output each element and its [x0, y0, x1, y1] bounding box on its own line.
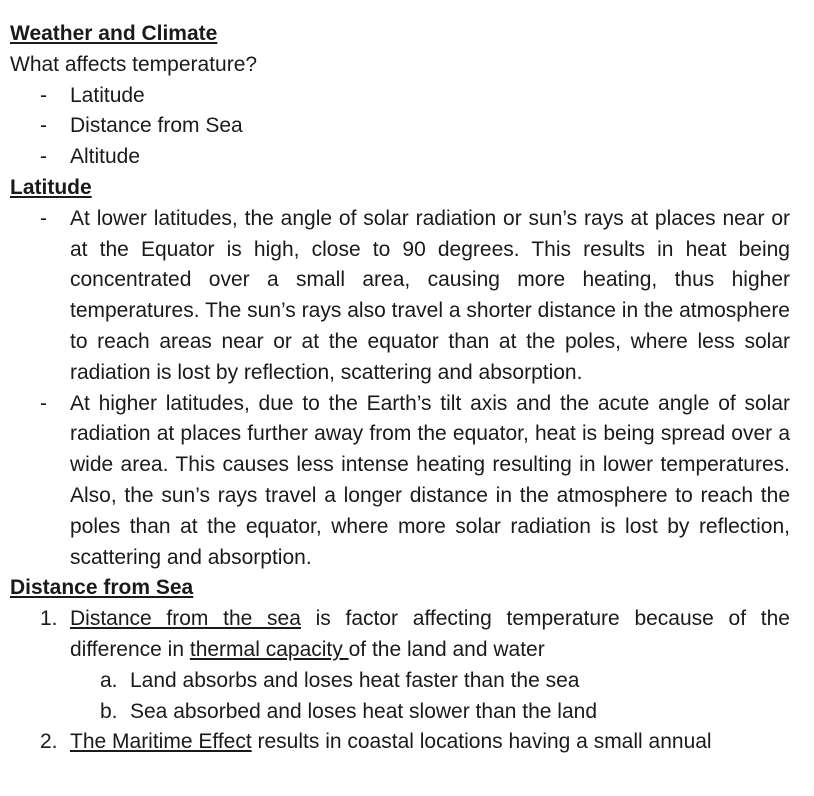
factor-latitude: Latitude [70, 83, 145, 107]
latitude-list [10, 204, 790, 574]
list-item [10, 111, 790, 142]
list-item [10, 604, 790, 666]
point1-end-text: of the land and water [348, 637, 545, 661]
dash-bullet: - [40, 206, 47, 230]
dash-bullet: - [40, 83, 47, 107]
number-marker: 1. [40, 607, 58, 631]
subpoint-land: Land absorbs and loses heat faster than the sea [130, 668, 580, 692]
number-marker: 2. [40, 730, 58, 754]
dash-bullet: - [40, 391, 47, 415]
letter-marker: b. [100, 699, 118, 723]
factors-list [10, 81, 790, 173]
subpoint-sea: Sea absorbed and loses heat slower than the land [130, 699, 597, 723]
latitude-point-higher: At higher latitudes, due to the Earth’s tilt axis and the acute angle of solar radiation at places further away from the equator, heat is being spread over a wide area. This causes less intense heating resulting in lower temperatures. Also, the sun’s rays travel a longer distance in the atmosphere to reach the poles than at the equator, where more solar radiation is lost by reflection, scattering and absorption. [70, 391, 790, 569]
list-item [10, 389, 790, 574]
distance-from-sea-list [10, 604, 790, 758]
list-item [10, 142, 790, 173]
dash-bullet: - [40, 145, 47, 169]
point1-mid-text: is factor affecting temperature because of the difference in [70, 607, 790, 661]
latitude-point-lower: At lower latitudes, the angle of solar radiation or sun’s rays at places near or at the Equator is high, close to 90 degrees. This results in heat being concentrated over a small area, causing more heating, thus higher temperatures. The sun’s rays also travel a shorter distance in the atmosphere to reach areas near or at the equator than at the poles, where less solar radiation is lost by reflection, scattering and absorption. [70, 206, 790, 384]
factor-distance-from-sea: Distance from Sea [70, 114, 243, 138]
term-maritime-effect: The Maritime Effect [70, 730, 252, 754]
letter-marker: a. [100, 668, 118, 692]
point2-rest-text: results in coastal locations having a small annual [251, 730, 712, 754]
term-thermal-capacity: thermal capacity [189, 637, 349, 661]
list-item [10, 666, 790, 697]
list-item [10, 727, 790, 758]
latitude-heading: Latitude [10, 175, 92, 199]
question-text: What affects temperature? [10, 52, 258, 76]
list-item [10, 81, 790, 112]
dash-bullet: - [40, 114, 47, 138]
factor-altitude: Altitude [70, 145, 141, 169]
document-title: Weather and Climate [10, 22, 218, 45]
term-distance-from-the-sea: Distance from the sea [70, 607, 301, 631]
distance-from-sea-heading: Distance from Sea [10, 576, 194, 600]
list-item [10, 204, 790, 389]
list-item [10, 697, 790, 728]
